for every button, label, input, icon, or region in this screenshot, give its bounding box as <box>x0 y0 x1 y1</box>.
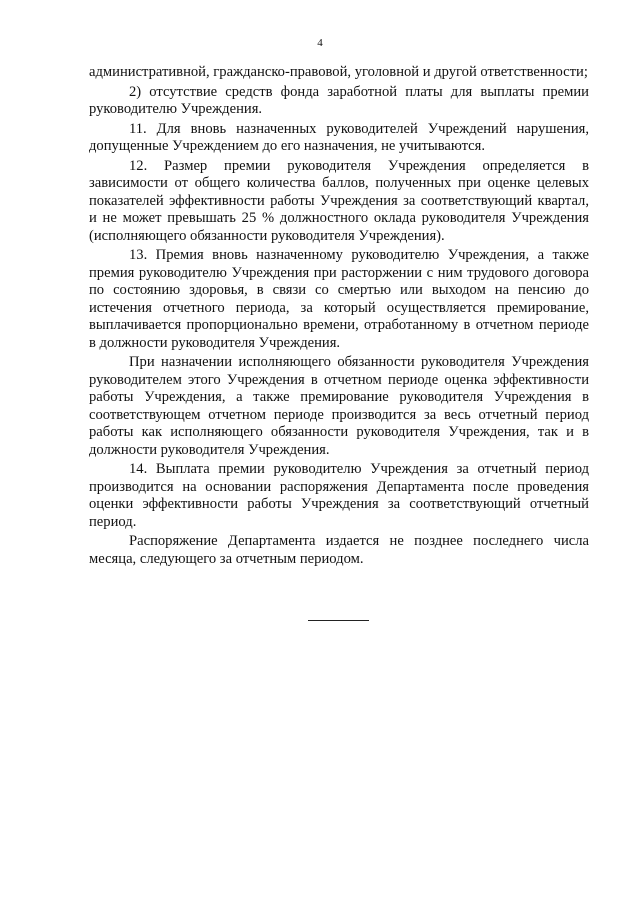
page-number: 4 <box>317 37 323 49</box>
paragraph-13-acting-head: При назначении исполняющего обязанности руководителя Учреждения руководителем этого Учреждения в отчетном периоде оценка эффективности работы Учреждения, а также премирование руководителя Учреждения в соответствующем отчетном периоде производится за весь отчетный период работы как исполняющего обязанности руководителя Учреждения, так и в должности руководителя Учреждения. <box>89 354 589 458</box>
paragraph-11: 11. Для вновь назначенных руководителей Учреждений нарушения, допущенные Учреждением до его назначения, не учитываются. <box>89 120 589 154</box>
paragraph-12: 12. Размер премии руководителя Учреждения определяется в зависимости от общего количества баллов, полученных при оценке целевых показателей эффективности работы Учреждения за соответствующий квартал, и не может превышать 25 % должностного оклада руководителя Учреждения (исполняющего обязанности руководителя Учреждения). <box>89 157 589 244</box>
paragraph-13: 13. Премия вновь назначенному руководителю Учреждения, а также премия руководителю Учреждения при расторжении с ним трудового договора по состоянию здоровья, в связи со смертью или выходом на пенсию до истечения отчетного периода, за который осуществляется премирование, выплачивается пропорционально времени, отработанному в отчетном периоде в должности руководителя Учреждения. <box>89 247 589 351</box>
document-body <box>89 64 589 568</box>
paragraph-item-2: 2) отсутствие средств фонда заработной платы для выплаты премии руководителю Учреждения. <box>89 83 589 117</box>
paragraph-14: 14. Выплата премии руководителю Учреждения за отчетный период производится на основании распоряжения Департамента после проведения оценки эффективности работы Учреждения за соответствующий отчетный период. <box>89 461 589 530</box>
paragraph-responsibility-continued: административной, гражданско-правовой, уголовной и другой ответственности; <box>89 64 588 80</box>
paragraph-14-order-deadline: Распоряжение Департамента издается не позднее последнего числа месяца, следующего за отчетным периодом. <box>89 533 589 567</box>
end-of-document-divider <box>308 620 369 621</box>
